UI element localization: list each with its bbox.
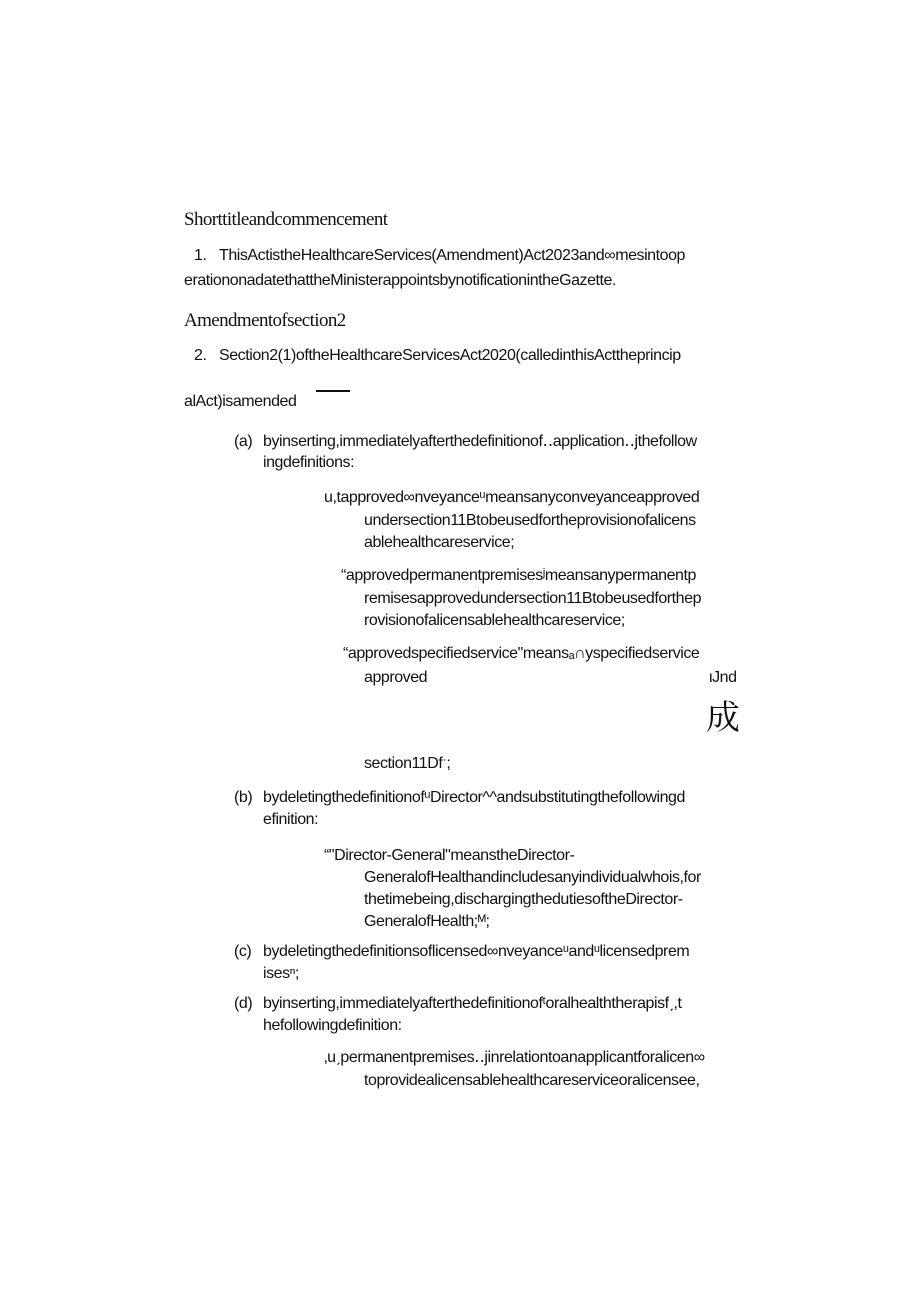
item-b-line-2: efinition:: [263, 811, 319, 828]
section-1-number: 1.: [194, 247, 207, 264]
definition-approved-conveyance-line-3: ablehealthcareservice;: [364, 534, 515, 551]
section-2-text-line-2: alAct)isamended: [184, 393, 297, 410]
item-d-line-1: byinserting,immediatelyafterthedefinitionofᵗoralhealththerapisfˏ,t: [263, 995, 682, 1012]
definition-approved-conveyance-line-1: u,tapproved∞nveyanceᵘmeansanyconveyanceapproved: [324, 489, 700, 506]
section-1-text-line-1: ThisActistheHealthcareServices(Amendment)Act2023and∞mesintoop: [219, 247, 685, 264]
definition-approved-premises-line-3: rovisionofalicensablehealthcareservice;: [364, 612, 625, 629]
definition-approved-service-line-2b: ιJnd: [709, 669, 737, 686]
definition-approved-service-line-1: “approvedspecifiedservice"meansₐ∩yspecifiedservice: [343, 645, 700, 662]
section-1-heading: Shorttitleandcommencement: [184, 209, 388, 230]
definition-director-general-line-3: thetimebeing,dischargingthedutiesoftheDirector-: [364, 891, 683, 908]
item-b-marker: (b): [234, 789, 253, 806]
item-d-marker: (d): [234, 995, 253, 1012]
definition-approved-service-line-2a: approved: [364, 669, 428, 686]
section-1-text-line-2: erationonadatethattheMinisterappointsbynotificationintheGazette.: [184, 272, 616, 289]
stray-cjk-glyph: 成: [706, 698, 740, 738]
item-d-line-2: hefollowingdefinition:: [263, 1017, 402, 1034]
definition-approved-conveyance-line-2: undersection11Btobeusedfortheprovisionofalicens: [364, 512, 696, 529]
definition-permanent-premises-line-1: ‚uˏpermanentpremises‥jinrelationtoanapplicantforalicen∞: [324, 1049, 705, 1066]
definition-approved-premises-line-1: “approvedpermanentpremisesʲmeansanypermanentp: [341, 567, 696, 584]
item-a-line-1: byinserting,immediatelyafterthedefinitionof‥application‥jthefollow: [263, 433, 697, 450]
item-c-line-2: isesⁿ;: [263, 965, 300, 982]
definition-director-general-line-1: “"Director-General"meanstheDirector-: [324, 847, 575, 864]
definition-director-general-line-2: GeneralofHealthandincludesanyindividualwhois,for: [364, 869, 701, 886]
section-2-number: 2.: [194, 347, 207, 364]
item-b-line-1: bydeletingthedefinitionofᵘDirector^^andsubstitutingthefollowingd: [263, 789, 685, 806]
section-2-heading: Amendmentofsection2: [184, 310, 346, 331]
definition-approved-service-line-3: section11Dfˑ;: [364, 755, 451, 772]
definition-director-general-line-4: GeneralofHealth;ᴹ;: [364, 913, 490, 930]
section-2-text-line-1: Section2(1)oftheHealthcareServicesAct2020(calledinthisActtheprincip: [219, 347, 681, 364]
item-a-marker: (a): [234, 433, 253, 450]
item-a-line-2: ingdefinitions:: [263, 454, 355, 471]
definition-approved-premises-line-2: remisesapprovedundersection11Btobeusedforthep: [364, 590, 702, 607]
em-dash-rule: [316, 390, 350, 392]
item-c-line-1: bydeletingthedefinitionsoflicensed∞nveyanceᵘandᵘlicensedprem: [263, 943, 690, 960]
item-c-marker: (c): [234, 943, 252, 960]
definition-permanent-premises-line-2: toprovidealicensablehealthcareserviceoralicensee,: [364, 1072, 700, 1089]
